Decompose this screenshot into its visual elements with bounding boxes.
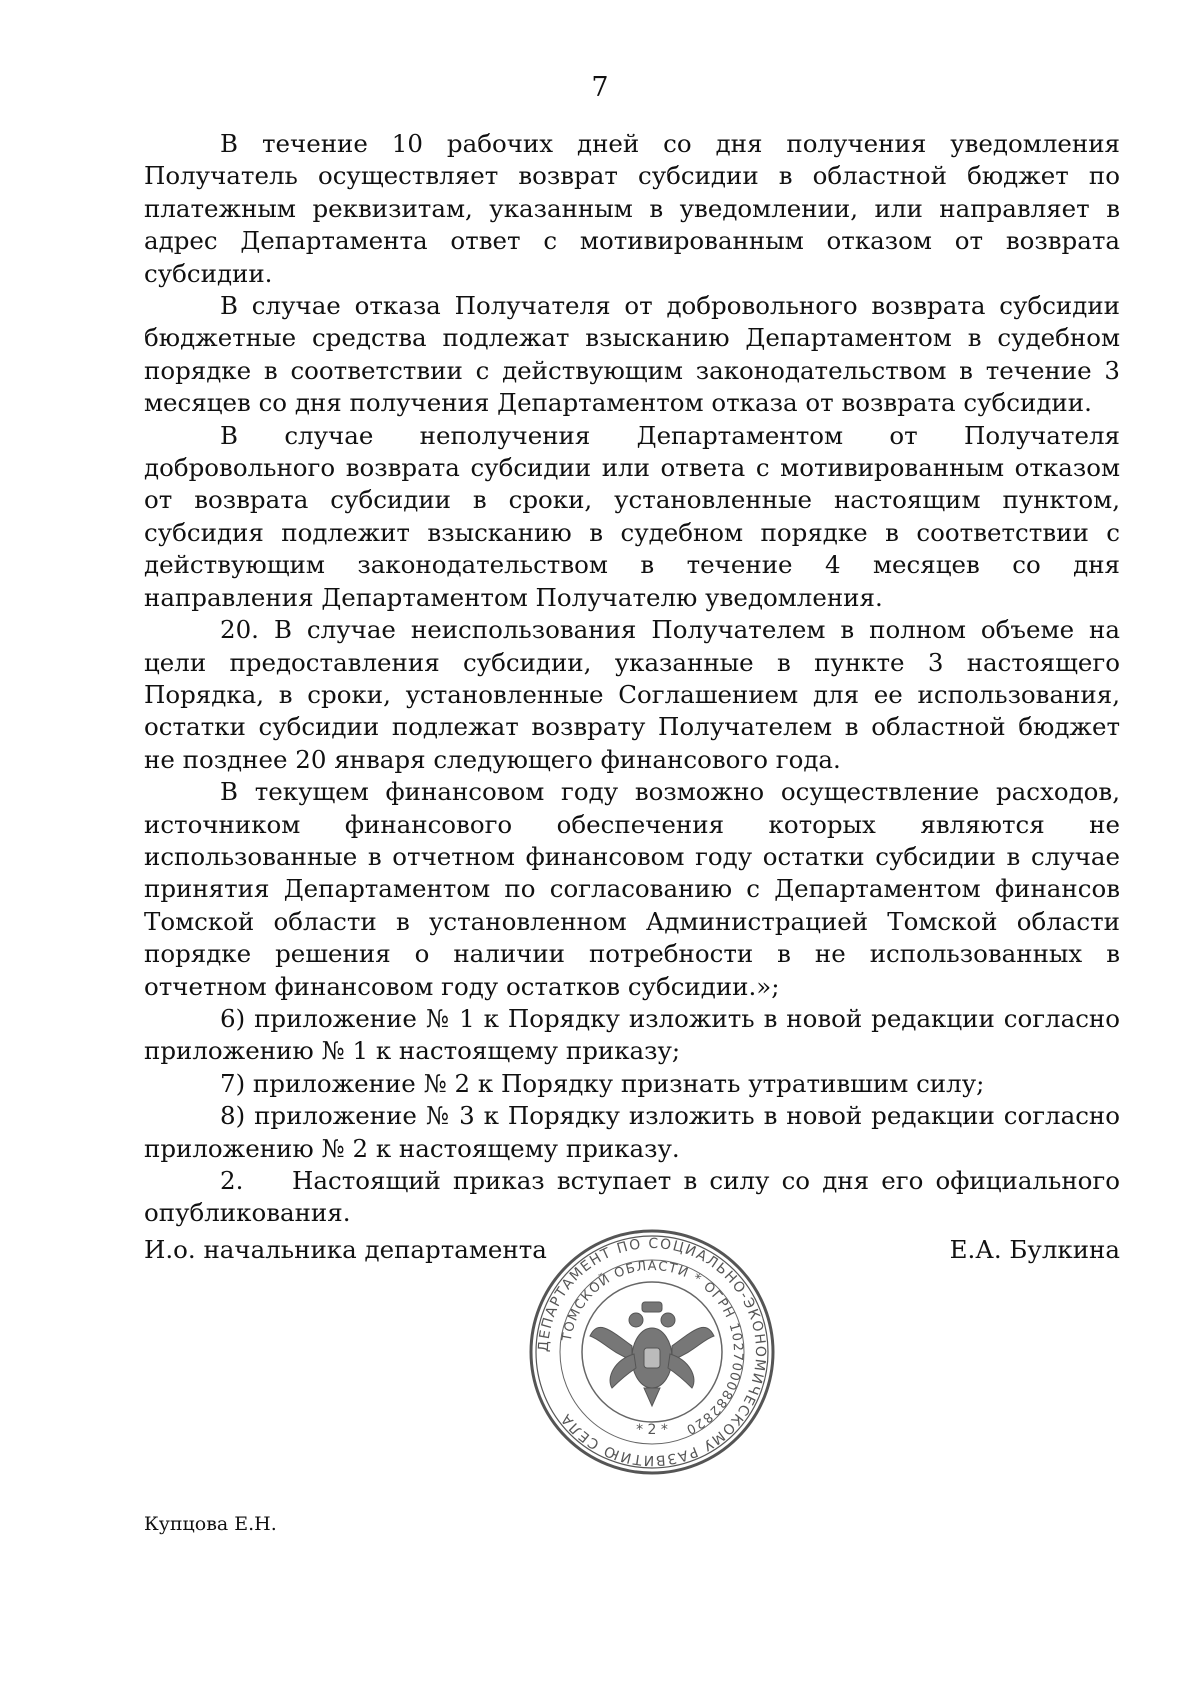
paragraph: 8) приложение № 3 к Порядку изложить в новой редакции согласно приложению № 2 к настоящему приказу. — [144, 1101, 1120, 1163]
paragraph: В случае отказа Получателя от добровольного возврата субсидии бюджетные средства подлежат взысканию Департаментом в судебном порядке в соответствии с действующим законодательством в течение 3 месяцев со дня получения Департаментом отказа от возврата субсидии. — [144, 291, 1120, 418]
svg-text:* 2 *: * 2 * — [636, 1422, 668, 1438]
page-number: 7 — [591, 72, 609, 103]
official-seal — [528, 1228, 776, 1476]
eagle-emblem-icon — [590, 1302, 714, 1406]
executor-name: Купцова Е.Н. — [144, 1513, 277, 1535]
paragraph: 20. В случае неиспользования Получателем в полном объеме на цели предоставления субсидии, указанные в пункте 3 настоящего Порядка, в сроки, установленные Соглашением для ее использования, остатки субсидии подлежат возврату Получателем в областной бюджет не позднее 20 января следующего финансового года. — [144, 615, 1120, 774]
paragraph: 7) приложение № 2 к Порядку признать утратившим силу; — [220, 1068, 985, 1098]
paragraph: В случае неполучения Департаментом от Получателя добровольного возврата субсидии или ответа с мотивированным отказом от возврата субсидии в сроки, установленные настоящим пунктом, субсидия подлежит взысканию в судебном порядке в соответствии с действующим законодательством в течение 4 месяцев со дня направления Департаментом Получателю уведомления. — [144, 420, 1120, 612]
seal-graphic — [528, 1228, 776, 1476]
document-body — [144, 128, 1128, 1230]
paragraph: В течение 10 рабочих дней со дня получения уведомления Получатель осуществляет возврат субсидии в областной бюджет по платежным реквизитам, указанным в уведомлении, или направляет в адрес Департамента ответ с мотивированным отказом от возврата субсидии. — [144, 129, 1120, 288]
seal-inner-text: ТОМСКОЙ ОБЛАСТИ * ОГРН 1027000882820 — [559, 1258, 746, 1438]
seal-outer-text: ДЕПАРТАМЕНТ ПО СОЦИАЛЬНО-ЭКОНОМИЧЕСКОМУ РАЗВИТИЮ СЕЛА — [535, 1235, 769, 1469]
paragraph: 6) приложение № 1 к Порядку изложить в новой редакции согласно приложению № 1 к настоящему приказу; — [144, 1003, 1120, 1066]
signatory-name: Е.А. Булкина — [949, 1235, 1120, 1264]
paragraph: 2. Настоящий приказ вступает в силу со дня его официального опубликования. — [144, 1166, 1128, 1228]
paragraph: В текущем финансовом году возможно осуществление расходов, источником финансового обеспечения которых являются не использованные в отчетном финансовом году остатки субсидии в случае принятия Департаментом по согласованию с Департаментом финансов Томской области в установленном Администрацией Томской области порядке решения о наличии потребности в не использованных в отчетном финансовом году остатков субсидии.»; — [144, 777, 1120, 1001]
signatory-position: И.о. начальника департамента — [144, 1235, 547, 1264]
